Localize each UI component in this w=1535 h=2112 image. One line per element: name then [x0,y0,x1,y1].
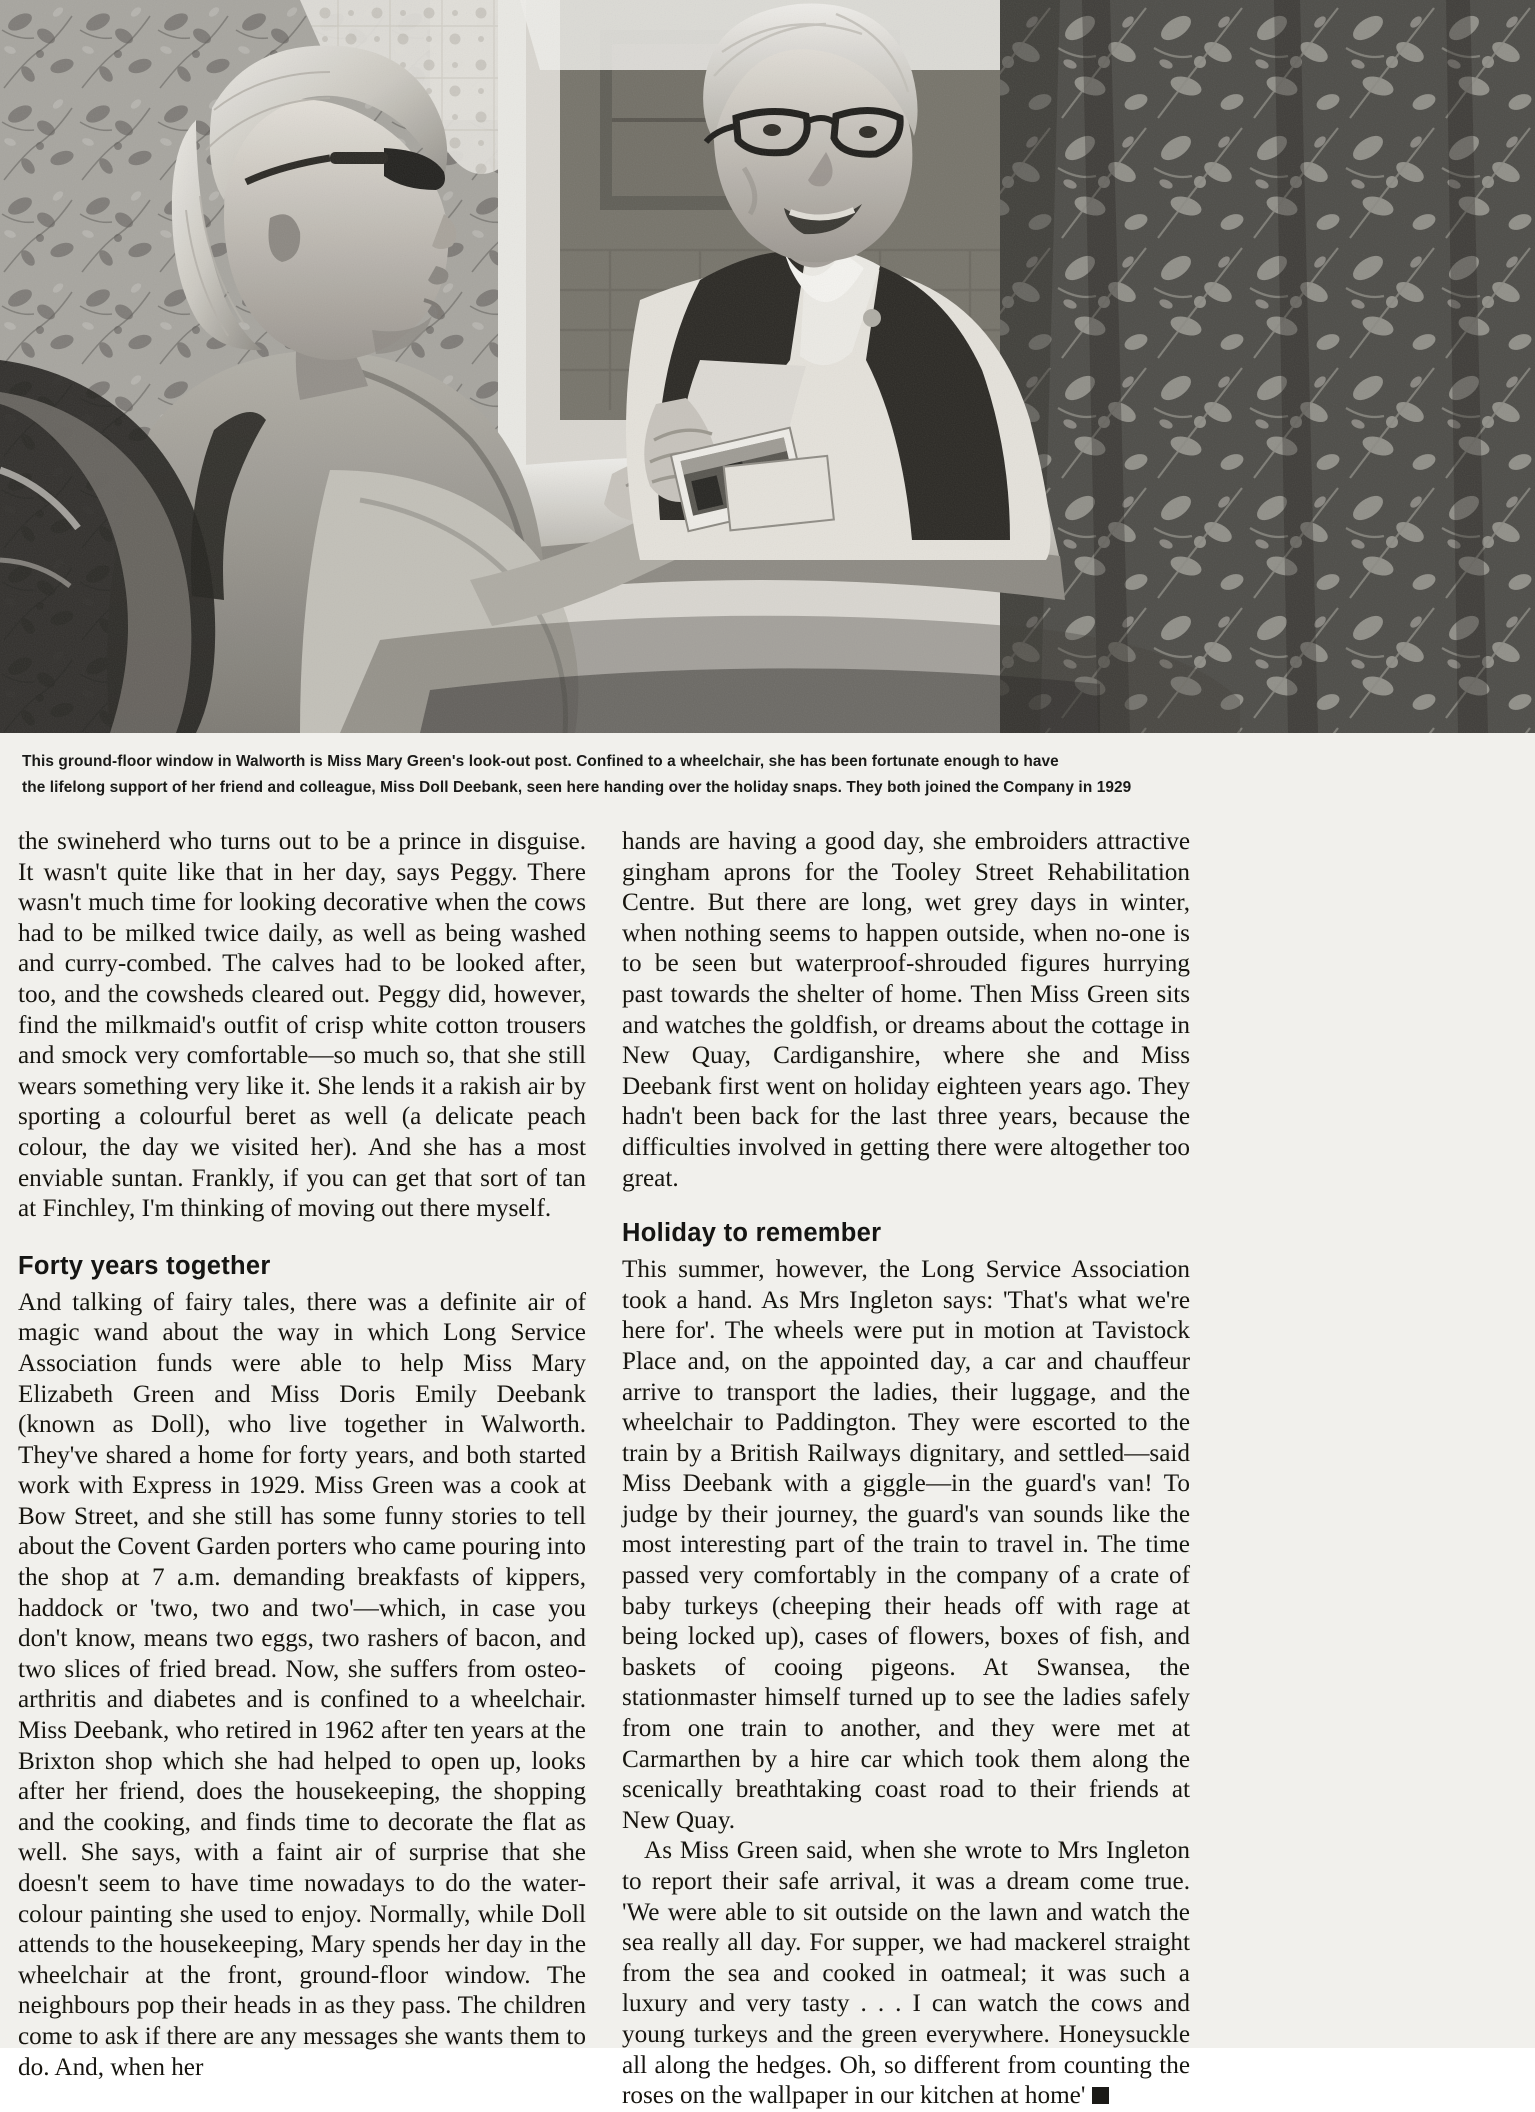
left-paragraph-2: And talking of fairy tales, there was a definite air of magic wand about the way in which Long Service Association funds were able to help Miss Mary Elizabeth Green and Miss Doris Emily Deebank (known as Doll), who live together in Walworth. They've shared a home for forty years, and both started work with Express in 1929. Miss Green was a cook at Bow Street, and she still has some funny stories to tell about the Covent Garden porters who came pouring into the shop at 7 a.m. demanding breakfasts of kippers, haddock or 'two, two and two'—which, in case you don't know, means two eggs, two rashers of bacon, and two slices of fried bread. Now, she suffers from osteo-arthritis and diabetes and is confined to a wheelchair. Miss Deebank, who retired in 1962 after ten years at the Brixton shop which she had helped to open up, looks after her friend, does the housekeeping, the shopping and the cooking, and finds time to decorate the flat as well. She says, with a faint air of surprise that she doesn't seem to have time nowadays to do the water-colour painting she used to enjoy. Normally, while Doll attends to the housekeeping, Mary spends her day in the wheelchair at the front, ground-floor window. The neighbours pop their heads in as they pass. The children come to ask if there are any messages she wants them to do. And, when her [18,1288,586,2081]
end-of-article-marker [1092,2087,1109,2104]
right-paragraph-3 [622,1836,1190,2111]
caption-line-2: the lifelong support of her friend and colleague, Miss Doll Deebank, seen here handing over the holiday snaps. They both joined the Company in 1929 [22,779,1132,796]
right-paragraph-2: This summer, however, the Long Service Association took a hand. As Mrs Ingleton says: 'That's what we're here for'. The wheels were put in motion at Tavistock Place and, on the appointed day, a car and chauffeur arrive to transport the ladies, their luggage, and the wheelchair to Paddington. They were escorted to the train by a British Railways dignitary, and settled—said Miss Deebank with a giggle—in the guard's van! To judge by their journey, the guard's van sounds like the most interesting part of the train to travel in. The time passed very comfortably in the company of a crate of baby turkeys (cheeping their heads off with rage at being locked up), cases of flowers, boxes of fish, and baskets of cooing pigeons. At Swansea, the stationmaster himself turned up to see the ladies safely from one train to another, and they were met at Carmarthen by a hire car which took them along the scenically breathtaking coast road to their friends at New Quay. [622,1256,1190,1834]
article-column-right [622,827,1190,2112]
photo-caption [0,733,1535,813]
photograph-icon [0,0,1535,733]
right-paragraph-3-text: As Miss Green said, when she wrote to Mrs Ingleton to report their safe arrival, it was a dream come true. 'We were able to sit outside on the lawn and watch the sea really all day. For supper, we had mackerel straight from the sea and cooked in oatmeal; it was such a luxury and very tasty . . . I can watch the cows and young turkeys and the green everywhere. Honeysuckle all along the hedges. Oh, so different from counting the roses on the wallpaper in our kitchen at home' [622,1837,1190,2110]
article-column-left [18,827,586,2083]
article-body [0,813,1535,2112]
subhead-forty-years-together: Forty years together [18,1251,271,1280]
right-paragraph-1: hands are having a good day, she embroiders attractive gingham aprons for the Tooley Street Rehabilitation Centre. But there are long, wet grey days in winter, when nothing seems to happen outside, when no-one is to be seen but waterproof-shrouded figures hurrying past towards the shelter of home. Then Miss Green sits and watches the goldfish, or dreams about the cottage in New Quay, Cardiganshire, where she and Miss Deebank first went on holiday eighteen years ago. They hadn't been back for the last three years, because the difficulties involved in getting there were altogether too great. [622,828,1190,1192]
article-photograph [0,0,1535,733]
subhead-holiday-to-remember: Holiday to remember [622,1219,882,1248]
caption-line-1: This ground-floor window in Walworth is Miss Mary Green's look-out post. Confined to a wheelchair, she has been fortunate enough to have [22,753,1059,770]
left-paragraph-1: the swineherd who turns out to be a prince in disguise. It wasn't quite like that in her day, says Peggy. There wasn't much time for looking decorative when the cows had to be milked twice daily, as well as being washed and curry-combed. The calves had to be looked after, too, and the cowsheds cleared out. Peggy did, however, find the milkmaid's outfit of crisp white cotton trousers and smock very comfortable—so much so, that she still wears something very like it. She lends it a rakish air by sporting a colourful beret as well (a delicate peach colour, the day we visited her). And she has a most enviable suntan. Frankly, if you can get that sort of tan at Finchley, I'm thinking of moving out there myself. [18,828,586,1223]
